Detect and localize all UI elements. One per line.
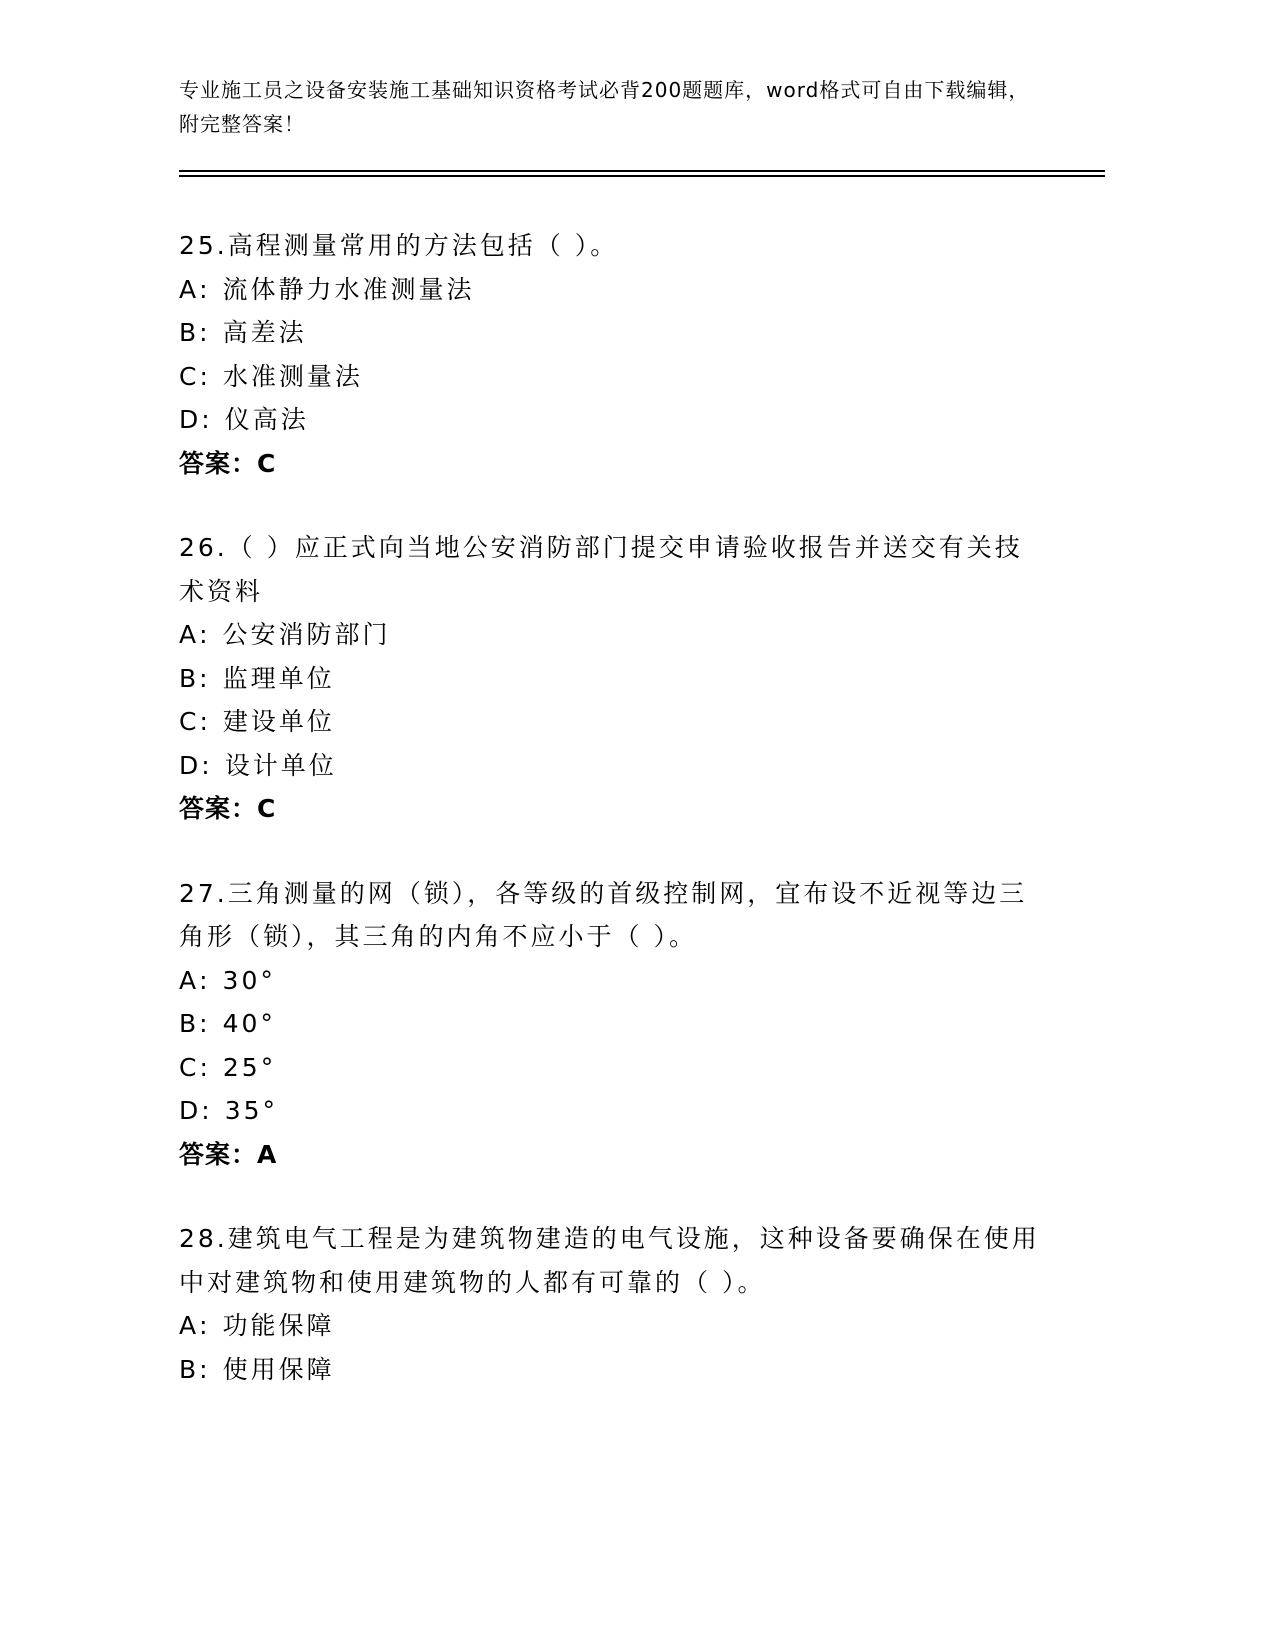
header-divider-line <box>179 170 1105 172</box>
option-text: 功能保障 <box>222 1311 335 1340</box>
question-text: 27.三角测量的网（锁），各等级的首级控制网，宜布设不近视等边三角形（锁），其三角的内角不应小于（ ）。 <box>179 878 1028 951</box>
option-text: 监理单位 <box>222 663 335 693</box>
option-letter: B <box>179 1354 200 1384</box>
option-text: 25° <box>222 1052 277 1082</box>
option-letter: C <box>179 1052 200 1082</box>
question-text: 25.高程测量常用的方法包括（ ）。 <box>179 231 619 260</box>
option-d <box>179 1089 1049 1133</box>
question-text: 26.（ ）应正式向当地公安消防部门提交申请验收报告并送交有关技术资料 <box>179 533 1023 606</box>
option-a <box>179 613 1049 657</box>
option-separator: : <box>199 707 211 736</box>
option-separator: : <box>199 1009 211 1038</box>
option-text: 建设单位 <box>222 707 335 736</box>
answer-label: 答案：A <box>179 1139 278 1169</box>
option-d <box>179 744 1049 788</box>
answer-label: 答案：C <box>179 448 277 478</box>
question-28 <box>179 1217 1049 1391</box>
option-text: 公安消防部门 <box>222 620 391 649</box>
option-separator: : <box>199 274 211 304</box>
option-b <box>179 311 1049 355</box>
option-separator: : <box>199 965 211 995</box>
question-25 <box>179 224 1049 485</box>
document-header: 专业施工员之设备安装施工基础知识资格考试必背200题题库，word格式可自由下载编辑，附完整答案！ <box>179 78 1030 136</box>
option-text: 30° <box>222 965 276 995</box>
option-letter: C <box>179 361 200 391</box>
option-letter: C <box>179 707 200 736</box>
option-a <box>179 1304 1049 1348</box>
option-separator: : <box>199 1311 211 1340</box>
option-c <box>179 1046 1049 1090</box>
option-letter: D <box>179 1096 202 1125</box>
option-a <box>179 959 1049 1003</box>
option-d <box>179 398 1049 442</box>
option-letter: B <box>179 1009 200 1038</box>
option-letter: D <box>179 405 202 434</box>
option-a <box>179 268 1049 312</box>
option-separator: : <box>201 405 213 434</box>
option-letter: A <box>179 620 200 649</box>
question-text: 28.建筑电气工程是为建筑物建造的电气设施，这种设备要确保在使用中对建筑物和使用建筑物的人都有可靠的（ ）。 <box>179 1224 1040 1297</box>
option-text: 仪高法 <box>224 405 309 434</box>
option-c <box>179 355 1049 399</box>
option-b <box>179 657 1049 701</box>
question-26 <box>179 526 1049 831</box>
option-separator: : <box>199 318 211 347</box>
option-text: 流体静力水准测量法 <box>222 274 475 304</box>
option-text: 水准测量法 <box>222 361 363 391</box>
option-letter: B <box>179 318 200 347</box>
option-separator: : <box>201 1096 213 1125</box>
option-b <box>179 1348 1049 1392</box>
answer-label: 答案：C <box>179 794 277 823</box>
option-c <box>179 700 1049 744</box>
header-divider-line <box>179 175 1105 177</box>
option-letter: A <box>179 965 200 995</box>
option-separator: : <box>199 1354 211 1384</box>
option-separator: : <box>201 750 213 780</box>
option-letter: D <box>179 750 202 780</box>
option-separator: : <box>199 361 211 391</box>
question-27 <box>179 872 1049 1177</box>
option-b <box>179 1002 1049 1046</box>
option-text: 设计单位 <box>224 750 337 780</box>
option-separator: : <box>199 663 211 693</box>
option-text: 35° <box>224 1096 279 1125</box>
option-letter: A <box>179 274 200 304</box>
option-letter: B <box>179 663 200 693</box>
option-separator: : <box>199 1052 211 1082</box>
option-text: 高差法 <box>222 318 307 347</box>
question-list <box>179 224 1049 1432</box>
option-separator: : <box>199 620 211 649</box>
option-letter: A <box>179 1311 200 1340</box>
option-text: 40° <box>222 1009 276 1038</box>
option-text: 使用保障 <box>222 1354 335 1384</box>
